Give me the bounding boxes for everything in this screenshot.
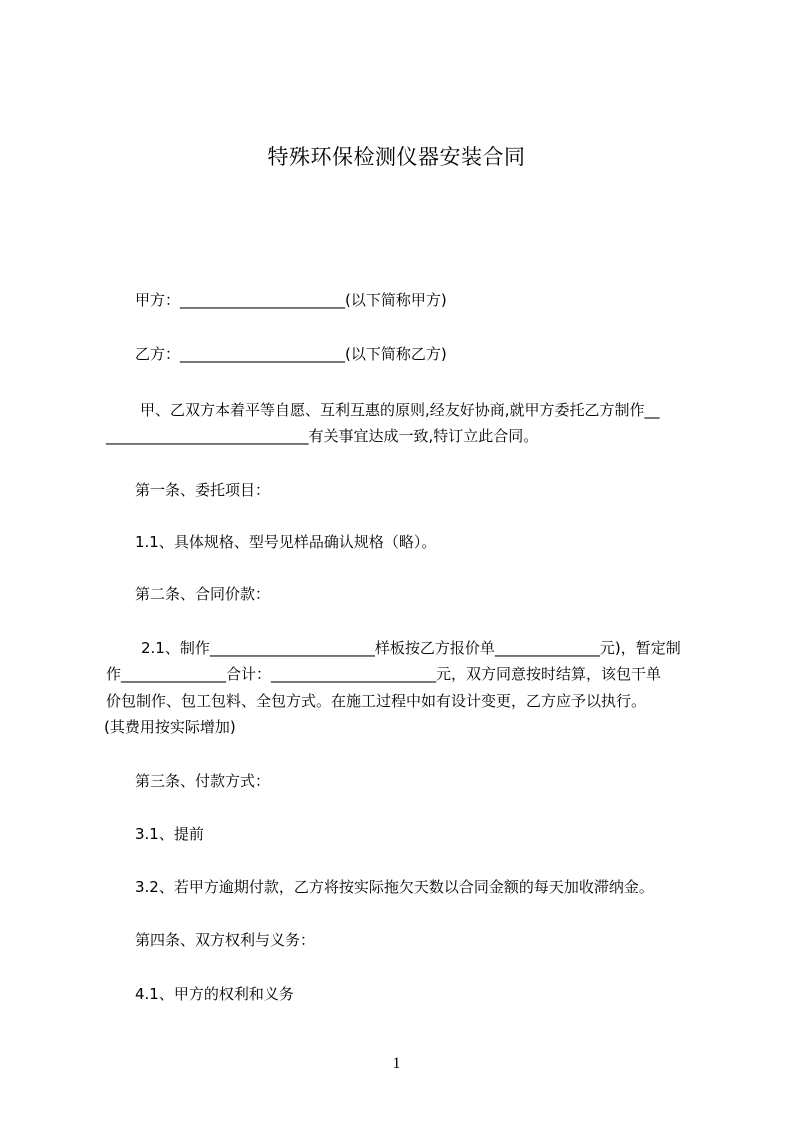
clause-2-1-line-3: 价包制作、包工包料、全包方式。在施工过程中如有设计变更，乙方应予以执行。 [106, 692, 647, 710]
article-2-heading: 第二条、合同价款： [135, 585, 271, 603]
document-title: 特殊环保检测仪器安装合同 [267, 145, 526, 169]
intro-paragraph-line-2: ___________________________有关事宜达成一致,特订立此合同。 [106, 427, 539, 445]
article-1-heading: 第一条、委托项目： [135, 481, 271, 499]
clause-2-1-line-1: 2.1、制作______________________样板按乙方报价单______________元)，暂定制 [141, 639, 681, 657]
clause-2-1-line-4: (其费用按实际增加) [104, 718, 236, 736]
article-4-heading: 第四条、双方权利与义务： [135, 931, 316, 949]
party-a-line: 甲方：______________________(以下简称甲方) [135, 291, 447, 309]
clause-2-1-line-2: 作______________合计：______________________元，双方同意按时结算，该包干单 [106, 665, 662, 683]
clause-4-1: 4.1、甲方的权利和义务 [135, 985, 294, 1003]
party-b-line: 乙方：______________________(以下简称乙方) [135, 345, 447, 363]
clause-3-2: 3.2、若甲方逾期付款，乙方将按实际拖欠天数以合同金额的每天加收滞纳金。 [135, 878, 654, 896]
clause-1-1: 1.1、具体规格、型号见样品确认规格（略）。 [135, 533, 437, 551]
page-number: 1 [392, 1055, 401, 1072]
clause-3-1: 3.1、提前 [135, 825, 204, 843]
intro-paragraph-line-1: 甲、乙双方本着平等自愿、互利互惠的原则,经友好协商,就甲方委托乙方制作__ [140, 401, 660, 419]
article-3-heading: 第三条、付款方式： [135, 772, 271, 790]
